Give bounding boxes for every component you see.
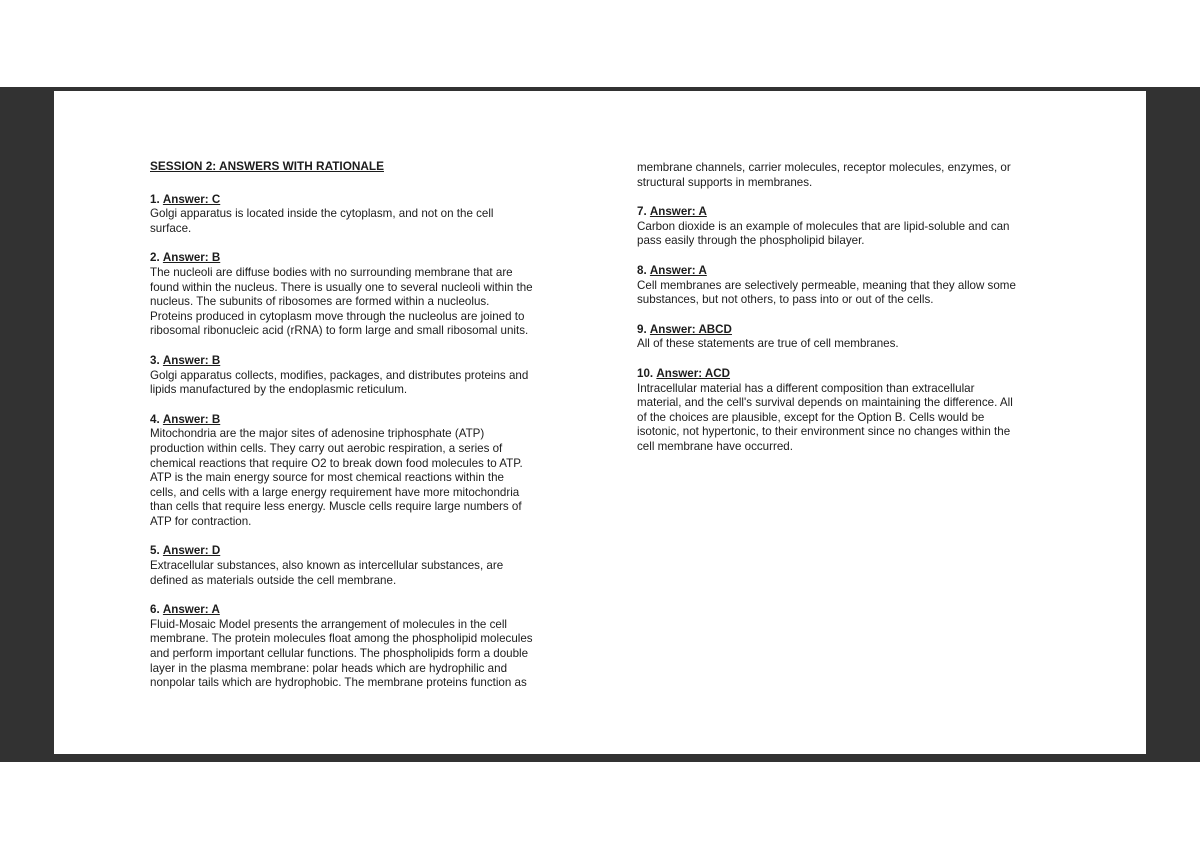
answer-item-3 [150, 354, 590, 398]
answer-heading [150, 544, 590, 559]
right-column [637, 161, 1067, 470]
left-column [150, 159, 590, 706]
rationale-text: Extracellular substances, also known as intercellular substances, are defined as materials outside the cell membrane. [150, 559, 504, 587]
answer-label: Answer: B [162, 251, 221, 265]
rationale-text: Golgi apparatus is located inside the cytoplasm, and not on the cell surface. [150, 207, 494, 235]
answer-item-7 [637, 205, 1067, 249]
answer-heading [150, 251, 590, 266]
top-margin [0, 0, 1200, 87]
rationale-text: Intracellular material has a different composition than extracellular material, and the cell's survival depends on maintaining the difference. All of the choices are plausible, except for the Option B. Cells would be isotonic, not hypertonic, to their environment since no changes within the cell membrane have occurred. [637, 381, 1013, 453]
answer-label: Answer: A [162, 603, 220, 617]
question-number: 10. [637, 366, 654, 380]
question-number: 7. [637, 205, 647, 219]
answer-item-9 [637, 323, 1067, 352]
answer-heading [150, 193, 590, 208]
answer-heading [637, 323, 1067, 338]
answer-heading [150, 603, 590, 618]
answer-label: Answer: A [649, 263, 707, 277]
answer-label: Answer: B [162, 353, 221, 367]
answer-item-8 [637, 264, 1067, 308]
answer-label: Answer: ACD [656, 366, 731, 380]
answer-label: Answer: B [162, 412, 221, 426]
question-number: 1. [150, 192, 160, 206]
question-number: 4. [150, 412, 160, 426]
answer-item-1 [150, 193, 590, 237]
rationale-text: Fluid-Mosaic Model presents the arrangement of molecules in the cell membrane. The protein molecules float among the phospholipid molecules and perform important cellular functions. The phospholipids form a double layer in the plasma membrane: polar heads which are hydrophilic and nonpolar tails which are hydrophobic. The membrane proteins function as [150, 617, 533, 690]
answer-heading [150, 413, 590, 428]
question-number: 2. [150, 251, 160, 265]
answer-label: Answer: C [162, 192, 221, 206]
document-page [54, 91, 1146, 754]
answer-item-2 [150, 251, 590, 339]
rationale-text: The nucleoli are diffuse bodies with no surrounding membrane that are found within the nucleus. There is usually one to several nucleoli within the nucleus. The subunits of ribosomes are formed within a nucleolus. Proteins produced in cytoplasm move through the nucleolus are joined to ribosomal ribonucleic acid (rRNA) to form large and small ribosomal units. [150, 265, 533, 338]
rationale-text: All of these statements are true of cell membranes. [637, 337, 899, 351]
rationale-text: Golgi apparatus collects, modifies, packages, and distributes proteins and lipids manufactured by the endoplasmic reticulum. [150, 368, 529, 397]
question-number: 9. [637, 322, 647, 336]
answer-label: Answer: A [649, 205, 707, 219]
bottom-margin [0, 762, 1200, 849]
answer-item-4 [150, 413, 590, 530]
question-number: 8. [637, 263, 647, 277]
answer-item-10 [637, 367, 1067, 455]
rationale-text: Mitochondria are the major sites of adenosine triphosphate (ATP) production within cells. They carry out aerobic respiration, a series of chemical reactions that require O2 to break down food molecules to ATP. ATP is the main energy source for most chemical reactions within the cells, and cells with a large energy requirement have more mitochondria than cells that require less energy. Muscle cells require large numbers of ATP for contraction. [150, 427, 523, 528]
answer-item-5 [150, 544, 590, 588]
page-title: SESSION 2: ANSWERS WITH RATIONALE [150, 159, 384, 173]
answer-item-6 [150, 603, 590, 691]
rationale-continuation: membrane channels, carrier molecules, receptor molecules, enzymes, or structural supports in membranes. [637, 161, 1011, 189]
answer-heading [637, 367, 1067, 382]
question-number: 3. [150, 353, 160, 367]
rationale-text: Carbon dioxide is an example of molecules that are lipid-soluble and can pass easily through the phospholipid bilayer. [637, 219, 1010, 248]
answer-label: Answer: D [162, 544, 221, 558]
answer-label: Answer: ABCD [649, 322, 732, 336]
question-number: 5. [150, 544, 160, 558]
rationale-text: Cell membranes are selectively permeable, meaning that they allow some substances, but not others, to pass into or out of the cells. [637, 278, 1016, 307]
answer-heading [637, 205, 1067, 220]
answer-heading [150, 354, 590, 369]
answer-heading [637, 264, 1067, 279]
question-number: 6. [150, 603, 160, 617]
